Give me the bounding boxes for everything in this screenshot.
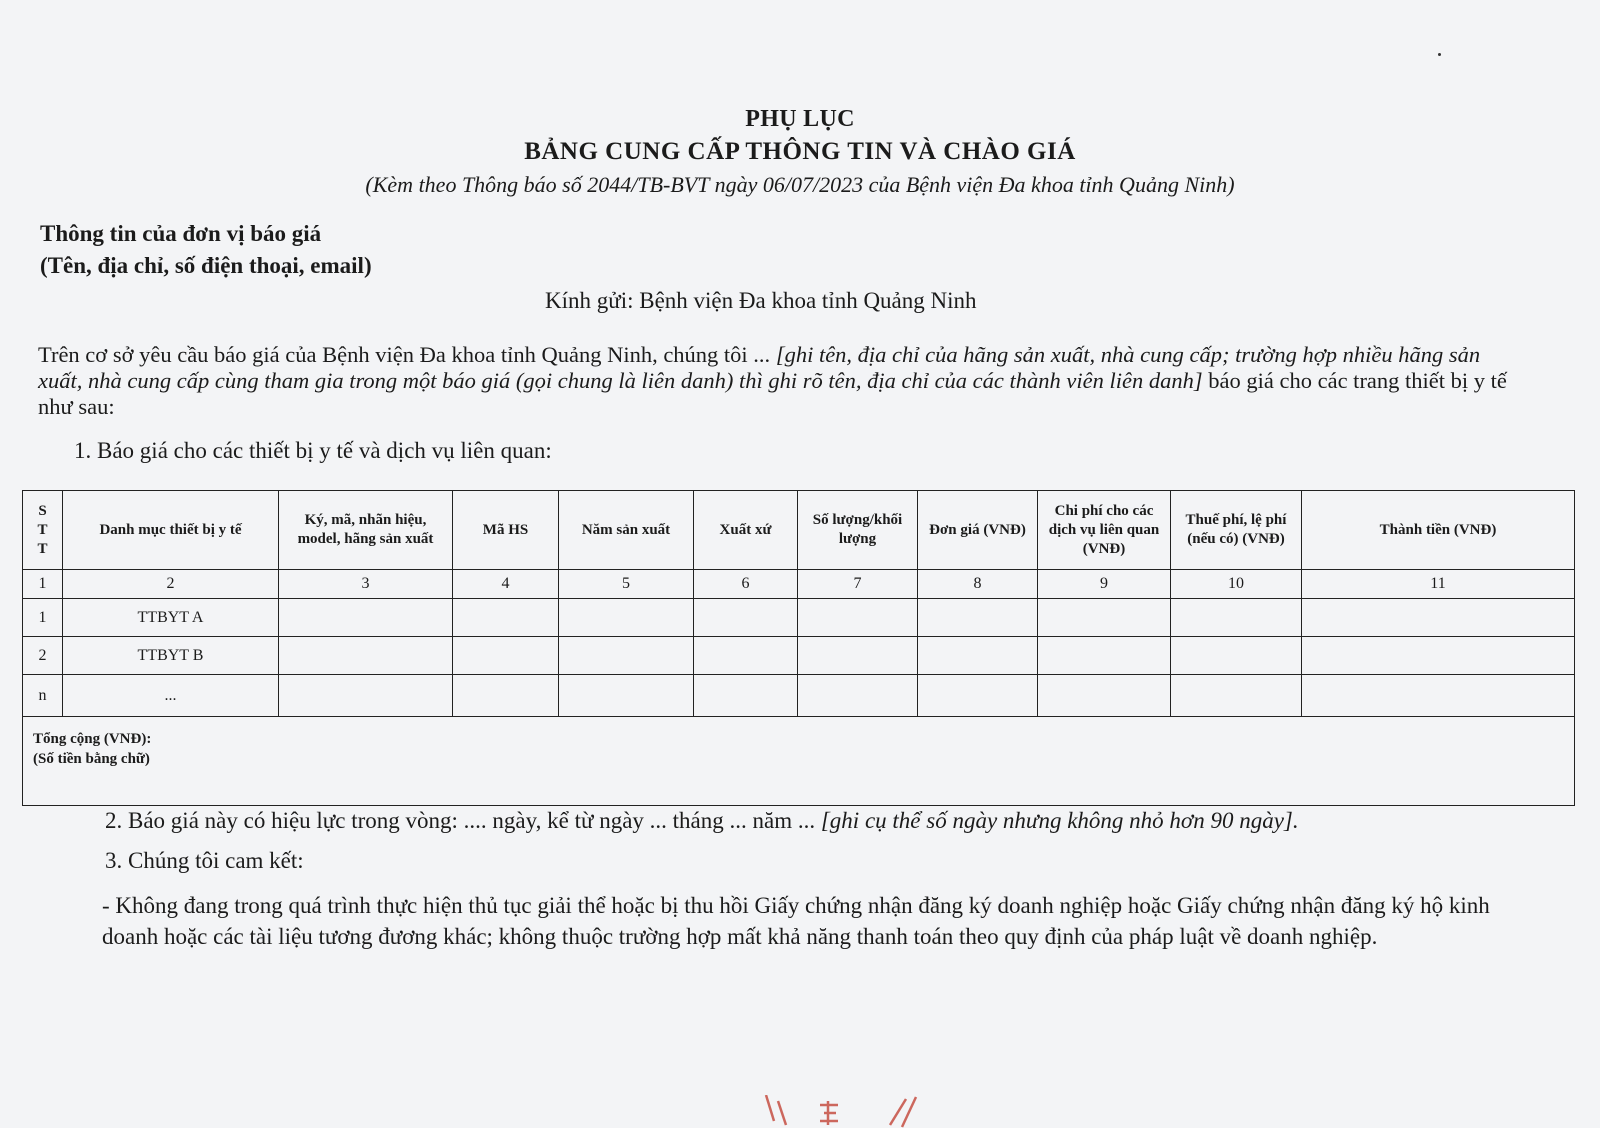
table-cell <box>798 675 918 717</box>
column-number: 10 <box>1171 570 1302 599</box>
vendor-info-label: Thông tin của đơn vị báo giá <box>40 221 322 246</box>
column-number: 9 <box>1038 570 1171 599</box>
table-cell <box>1038 599 1171 637</box>
table-cell <box>694 675 798 717</box>
table-cell <box>279 599 453 637</box>
column-number: 2 <box>63 570 279 599</box>
table-cell <box>798 599 918 637</box>
table-cell <box>694 599 798 637</box>
table-cell <box>559 675 694 717</box>
table-cell <box>453 675 559 717</box>
total-cell <box>23 717 1575 806</box>
section-2-validity <box>105 808 1299 834</box>
column-number: 5 <box>559 570 694 599</box>
table-cell <box>559 599 694 637</box>
header-model-brand: Ký, mã, nhãn hiệu, model, hãng sản xuất <box>279 491 453 570</box>
row-device-name: ... <box>63 675 279 717</box>
vendor-info-fields: (Tên, địa chỉ, số điện thoại, email) <box>40 253 372 278</box>
row-stt: n <box>23 675 63 717</box>
header-tax-fee: Thuế phí, lệ phí (nếu có) (VNĐ) <box>1171 491 1302 570</box>
column-number: 8 <box>918 570 1038 599</box>
header-hs-code: Mã HS <box>453 491 559 570</box>
intro-paragraph <box>38 342 1518 420</box>
document-reference: (Kèm theo Thông báo số 2044/TB-BVT ngày 06/07/2023 của Bệnh viện Đa khoa tỉnh Quảng Ninh) <box>365 172 1235 197</box>
table-row <box>23 637 1575 675</box>
total-row <box>23 717 1575 806</box>
table-cell <box>453 637 559 675</box>
table-row <box>23 675 1575 717</box>
table-cell <box>798 637 918 675</box>
header-quantity: Số lượng/khối lượng <box>798 491 918 570</box>
validity-instruction: [ghi cụ thể số ngày nhưng không nhỏ hơn 90 ngày]. <box>820 808 1299 833</box>
stamp-mark-fragment <box>760 1095 930 1128</box>
intro-instruction: [ghi tên, địa chỉ của hãng sản xuất, nhà cung cấp; trường hợp nhiều hãng sản xuất, nhà cung cấp cùng tham gia trong một báo giá (gọi chung là liên danh) thì ghi rõ tên, địa chỉ của các thành viên liên danh] <box>38 342 1481 393</box>
row-stt: 2 <box>23 637 63 675</box>
vendor-info-block <box>40 218 372 282</box>
table-header-row <box>23 491 1575 570</box>
table-cell <box>1171 675 1302 717</box>
table-cell <box>1038 675 1171 717</box>
table-cell <box>1171 637 1302 675</box>
document-title: PHỤ LỤC <box>745 106 855 132</box>
row-device-name: TTBYT A <box>63 599 279 637</box>
table-row <box>23 599 1575 637</box>
table-cell <box>279 675 453 717</box>
section-1-heading: 1. Báo giá cho các thiết bị y tế và dịch vụ liên quan: <box>74 438 552 463</box>
section-3-heading: 3. Chúng tôi cam kết: <box>105 848 304 873</box>
header-manufacture-year: Năm sản xuất <box>559 491 694 570</box>
total-label: Tổng cộng (VNĐ): <box>33 731 152 747</box>
table-cell <box>918 675 1038 717</box>
table-cell <box>918 637 1038 675</box>
table-cell <box>1171 599 1302 637</box>
table-cell <box>694 637 798 675</box>
scan-speck <box>1438 53 1441 56</box>
header-total-amount: Thành tiền (VNĐ) <box>1302 491 1575 570</box>
table-cell <box>1038 637 1171 675</box>
table-cell <box>918 599 1038 637</box>
header-stt: S T T <box>23 491 63 570</box>
header-service-cost: Chi phí cho các dịch vụ liên quan (VNĐ) <box>1038 491 1171 570</box>
column-number: 1 <box>23 570 63 599</box>
quotation-table <box>22 490 1575 806</box>
column-number-row <box>23 570 1575 599</box>
row-device-name: TTBYT B <box>63 637 279 675</box>
table-cell <box>559 637 694 675</box>
table-cell <box>1302 675 1575 717</box>
header-device-list: Danh mục thiết bị y tế <box>63 491 279 570</box>
total-in-words-label: (Số tiền bằng chữ) <box>33 751 150 767</box>
validity-text: 2. Báo giá này có hiệu lực trong vòng: .... ngày, kể từ ngày ... tháng ... năm ... <box>105 808 821 833</box>
header-origin: Xuất xứ <box>694 491 798 570</box>
header-unit-price: Đơn giá (VNĐ) <box>918 491 1038 570</box>
row-stt: 1 <box>23 599 63 637</box>
intro-tail: báo giá cho các trang thiết bị y tế như sau: <box>38 368 1507 419</box>
table-cell <box>1302 637 1575 675</box>
column-number: 3 <box>279 570 453 599</box>
intro-lead: Trên cơ sở yêu cầu báo giá của Bệnh viện Đa khoa tỉnh Quảng Ninh, chúng tôi ... <box>38 342 776 367</box>
column-number: 7 <box>798 570 918 599</box>
table-cell <box>453 599 559 637</box>
document-subtitle: BẢNG CUNG CẤP THÔNG TIN VÀ CHÀO GIÁ <box>524 138 1076 165</box>
recipient-line: Kính gửi: Bệnh viện Đa khoa tỉnh Quảng Ninh <box>545 288 977 313</box>
table-cell <box>1302 599 1575 637</box>
commitment-paragraph: - Không đang trong quá trình thực hiện thủ tục giải thể hoặc bị thu hồi Giấy chứng nhận đăng ký doanh nghiệp hoặc Giấy chứng nhận đăng ký hộ kinh doanh hoặc các tài liệu tương đương khác; không thuộc trường hợp mất khả năng thanh toán theo quy định của pháp luật về doanh nghiệp. <box>102 893 1490 949</box>
column-number: 6 <box>694 570 798 599</box>
column-number: 4 <box>453 570 559 599</box>
column-number: 11 <box>1302 570 1575 599</box>
table-cell <box>279 637 453 675</box>
